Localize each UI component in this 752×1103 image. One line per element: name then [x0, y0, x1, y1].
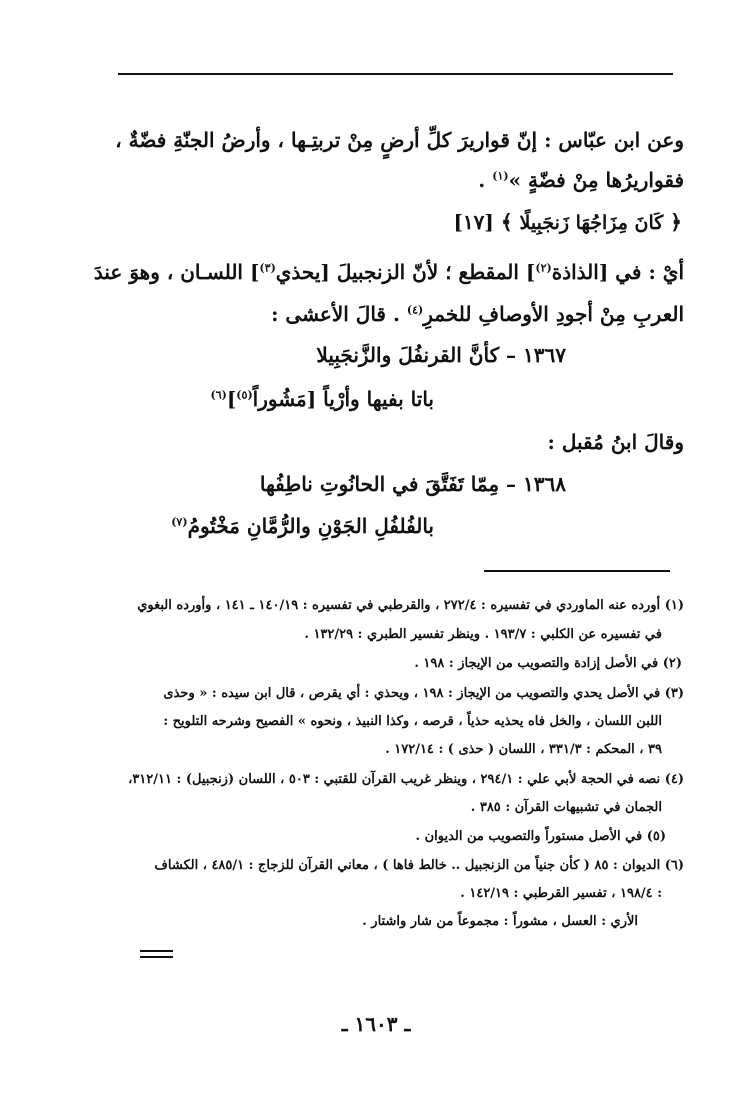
body-line-4: أيْ : في [الذاذة$^{(٢)}$] المقطع ؛ لأنّ الزنجبيلَ [يحذي$^{(٣)}$] اللسـان ، وهوَ عندَ	[93, 260, 684, 284]
footnote-ref-7[interactable]: (٧)	[171, 515, 188, 529]
footnote-ref-1[interactable]: (١)	[492, 169, 509, 183]
footnote-3: (٣) في الأصل يحدي والتصويب من الإيجاز : ١٩٨ ، ويحذي : أي يقرص ، قال ابن سيده : « وحذى	[163, 686, 684, 701]
footnote-4-cont: الجمان في تشبيهات القرآن : ٣٨٥ .	[470, 800, 662, 815]
verse-text: كَانَ مِزَاجُهَا زَنجَبِيلًا	[519, 212, 664, 234]
footnote-ref-5[interactable]: (٥)	[236, 388, 253, 402]
body-line-2: فقواريرُها مِنْ فضّةٍ »$^{(١)}$ .	[478, 168, 684, 192]
footnote-ref-2[interactable]: (٢)	[535, 261, 552, 275]
ornate-bracket-open: ﴿	[670, 210, 682, 234]
footnote-3-cont-2: ٣٩ ، المحكم : ٣٣١/٣ ، اللسان ( حذى ) : ١٧٢/١٤ .	[385, 742, 662, 757]
poem-verse-1368-second: بالفُلفُلِ الجَوْنِ والرُّمَّانِ مَخْتُومُ$^{(٧)}$	[171, 514, 434, 538]
verse-number: [١٧]	[453, 210, 494, 234]
footnote-1: (١) أورده عنه الماوردي في تفسيره : ٢٧٢/٤ ، والقرطبي في تفسيره : ١٤٠/١٩ ـ ١٤١ ، وأورده البغوي	[137, 598, 684, 613]
footnote-5: (٥) في الأصل مستوراً والتصويب من الديوان .	[415, 829, 666, 844]
footnote-ref-6[interactable]: (٦)	[210, 388, 227, 402]
ornate-bracket-close: ﴾	[500, 210, 513, 234]
body-line-1: وعن ابن عبّاس : إنّ قواريرَ كلِّ أرضٍ مِنْ تربتِـها ، وأرضُ الجنّةِ فضّةٌ ،	[115, 128, 684, 152]
page-number: ـ ١٦٠٣ ـ	[341, 1012, 411, 1036]
footnote-6: (٦) الديوان : ٨٥ ( كأن جنياً من الزنجبيل .. خالط فاها ) ، معاني القرآن للزجاج : ٤٨٥/١ ، الكشاف	[154, 858, 684, 873]
poem-verse-1367: ١٣٦٧ – كأنَّ القرنفُلَ والزَّنجَبِيلا	[316, 343, 566, 367]
footnote-6-cont-2: الأري : العسل ، مشوراً : مجموعاً من شار واشتار .	[362, 914, 638, 929]
footnote-1-cont: في تفسيره عن الكلبي : ١٩٣/٧ . وينظر تفسير الطبري : ١٣٢/٢٩ .	[304, 627, 662, 642]
footnote-ref-4[interactable]: (٤)	[406, 303, 424, 317]
end-of-notes-mark	[140, 950, 173, 958]
footnote-separator	[484, 570, 670, 572]
footnote-2: (٢) في الأصل إزادة والتصويب من الإيجاز : ١٩٨ .	[414, 656, 682, 671]
footnote-3-cont-1: اللبن اللسان ، والخل فاه يحذيه حذياً ، قرصه ، وكذا النبيذ ، ونحوه » الفصيح وشرحه التلويح :	[163, 714, 662, 729]
body-line-5: العربِ مِنْ أجودِ الأوصافِ للخمرِ$^{(٤)}$ . قالَ الأعشى :	[271, 302, 684, 326]
body-line-8: وقالَ ابنُ مُقبل :	[547, 430, 684, 454]
header-rule	[118, 73, 673, 75]
poem-verse-1367-second: باتا بفيها وأرْياً [مَشُوراً$^{(٥)}$]$^{(٦)}$	[210, 387, 434, 411]
footnote-4: (٤) نصه في الحجة لأبي علي : ٢٩٤/١ ، وينظر غريب القرآن للقتبي : ٥٠٣ ، اللسان (زنجبيل) : ٣١٢/١١،	[128, 772, 684, 787]
quran-verse	[453, 210, 682, 234]
poem-verse-1368: ١٣٦٨ – مِمّا تَفَتَّقَ في الحانُوتِ ناطِفُها	[259, 472, 566, 496]
footnote-6-cont-1: : ١٩٨/٤ ، تفسير القرطبي : ١٤٢/١٩ .	[460, 886, 662, 901]
footnote-ref-3[interactable]: (٣)	[259, 261, 276, 275]
